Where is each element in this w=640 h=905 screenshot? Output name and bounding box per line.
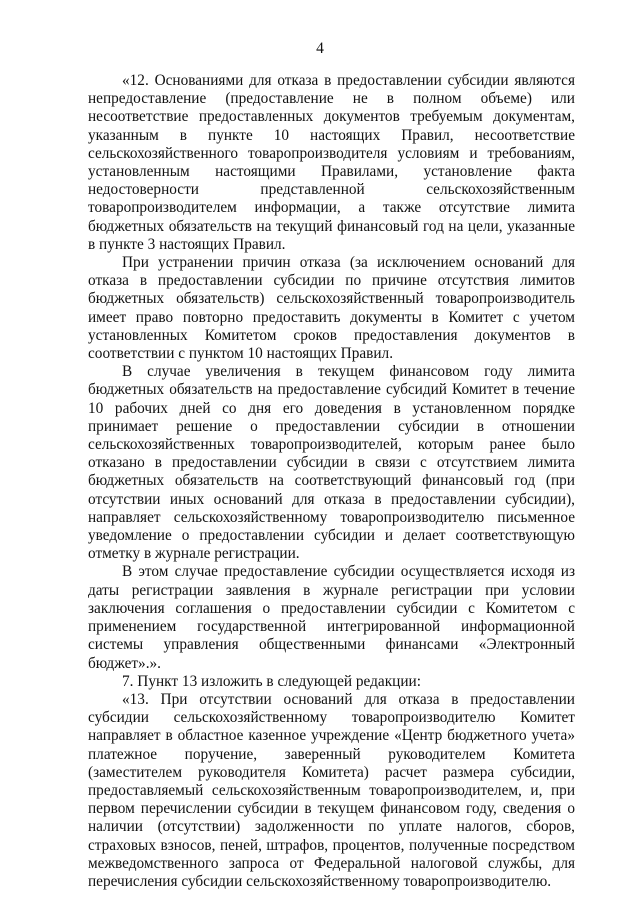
paragraph-clause-13-payment-order: «13. При отсутствии оснований для отказа в предоставлении субсидии сельскохозяйственному товаропроизводителю Комитет направляет в областное казенное учреждение «Центр бюджетного учета» платежное поручение, заверенный руководителем Комитета (заместителем руководителя Комитета) расчет размера субсидии, предоставляемый сельскохозяйственным товаропроизводителем, и, при первом перечислении субсидии в текущем финансовом году, сведения о наличии (отсутствии) задолженности по уплате налогов, сборов, страховых взносов, пеней, штрафов, процентов, полученные посредством межведомственного запроса от Федеральной налоговой службы, для перечисления субсидии сельскохозяйственному товаропроизводителю. — [88, 690, 575, 890]
paragraph-clause-12-grounds-for-refusal: «12. Основаниями для отказа в предоставлении субсидии являются непредоставление (предоставление не в полном объеме) или несоответствие предоставленных документов требуемым документам, указанным в пункте 10 настоящих Правил, несоответствие сельскохозяйственного товаропроизводителя условиям и требованиям, установленным настоящими Правилами, установление факта недостоверности представленной сельскохозяйственным товаропроизводителем информации, а также отсутствие лимита бюджетных обязательств на текущий финансовый год на цели, указанные в пункте 3 настоящих Правил. — [88, 72, 575, 253]
paragraph-electronic-budget-agreement: В этом случае предоставление субсидии осуществляется исходя из даты регистрации заявления в журнале регистрации при условии заключения соглашения о предоставлении субсидии с Комитетом с применением государственной интегрированной информационной системы управления общественными финансами «Электронный бюджет».». — [88, 563, 575, 672]
paragraph-item-7-heading: 7. Пункт 13 изложить в следующей редакции: — [122, 672, 421, 690]
paragraph-resubmission-of-documents: При устранении причин отказа (за исключением оснований для отказа в предоставлении субсидии по причине отсутствия лимитов бюджетных обязательств) сельскохозяйственный товаропроизводитель имеет право повторно предоставить документы в Комитет с учетом установленных Комитетом сроков предоставления документов в соответствии с пунктом 10 настоящих Правил. — [88, 254, 575, 363]
document-body — [88, 72, 575, 891]
paragraph-budget-limit-increase: В случае увеличения в текущем финансовом году лимита бюджетных обязательств на предоставление субсидий Комитет в течение 10 рабочих дней со дня его доведения в установленном порядке принимает решение о предоставлении субсидии в отношении сельскохозяйственных товаропроизводителей, которым ранее было отказано в предоставлении субсидии в связи с отсутствием лимита бюджетных обязательств на соответствующий финансовый год (при отсутствии иных оснований для отказа в предоставлении субсидии), направляет сельскохозяйственному товаропроизводителю письменное уведомление о предоставлении субсидии и делает соответствующую отметку в журнале регистрации. — [88, 363, 575, 563]
page-number: 4 — [316, 40, 324, 57]
